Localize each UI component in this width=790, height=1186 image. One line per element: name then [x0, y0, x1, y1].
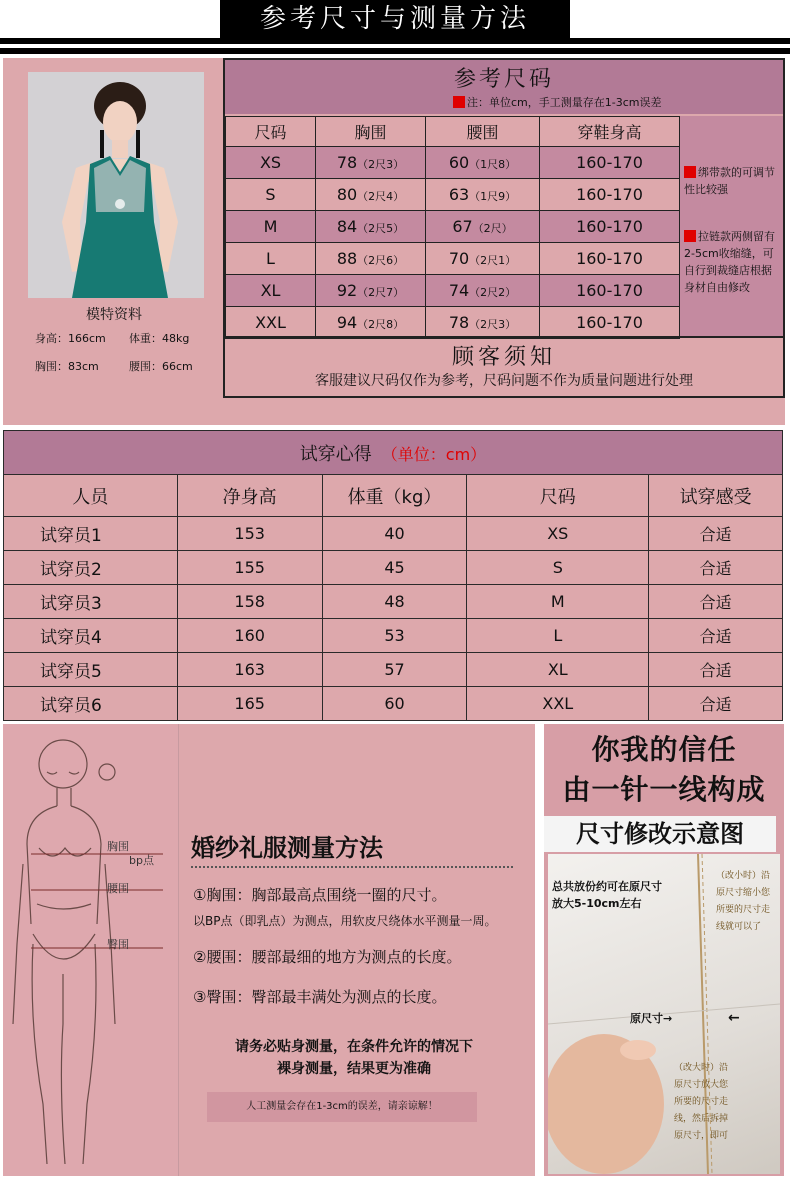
label-waist: 腰围: [107, 882, 129, 895]
label-hip: 臀围: [107, 938, 129, 951]
measure-error-note: 人工测量会存在1-3cm的误差，请亲谅解！: [207, 1092, 477, 1122]
size-cell: S: [226, 179, 316, 211]
bust-cell: 92（2尺7）: [316, 275, 426, 307]
original-size-marker: 原尺寸→: [630, 1012, 673, 1025]
column-header: 体重（kg）: [322, 475, 467, 517]
column-header: 尺码: [467, 475, 649, 517]
slogan-line-1: 你我的信任: [591, 733, 737, 766]
tester-height: 165: [177, 687, 322, 721]
height-cell: 160-170: [540, 275, 680, 307]
column-header: 人员: [4, 475, 178, 517]
waist-cell: 70（2尺1）: [426, 243, 540, 275]
measure-bust: ①胸围：胸部最高点围绕一圈的尺寸。: [193, 886, 447, 904]
table-row: [226, 243, 680, 275]
tester-weight: 48: [322, 585, 467, 619]
tester-name: 试穿员5: [4, 653, 178, 687]
height-cell: 160-170: [540, 211, 680, 243]
tester-height: 160: [177, 619, 322, 653]
tester-size: L: [467, 619, 649, 653]
column-header: 穿鞋身高: [540, 117, 680, 147]
measure-title: 婚纱礼服测量方法: [191, 834, 383, 862]
customer-notice: [225, 336, 783, 396]
table-row: [226, 211, 680, 243]
body-sketch-icon: [3, 724, 179, 1176]
page-header: [0, 0, 790, 58]
side-note-tie: 绑带款的可调节性比较强: [684, 166, 775, 196]
tester-height: 158: [177, 585, 322, 619]
tester-height: 155: [177, 551, 322, 585]
size-cell: M: [226, 211, 316, 243]
bust-cell: 78（2尺3）: [316, 147, 426, 179]
bust-cell: 84（2尺5）: [316, 211, 426, 243]
tester-height: 163: [177, 653, 322, 687]
trial-title: 试穿心得 （单位：cm）: [4, 431, 783, 475]
size-chart-table: [225, 116, 680, 339]
page-title: 参考尺寸与测量方法: [220, 0, 570, 38]
arrow-left-icon: ←: [728, 1010, 740, 1026]
waist-cell: 63（1尺9）: [426, 179, 540, 211]
table-header-row: [226, 117, 680, 147]
bust-cell: 80（2尺4）: [316, 179, 426, 211]
waist-cell: 67（2尺）: [426, 211, 540, 243]
waist-cell: 78（2尺3）: [426, 307, 540, 339]
tester-name: 试穿员6: [4, 687, 178, 721]
model-weight: 体重：48kg: [129, 332, 190, 345]
tester-feel: 合适: [649, 653, 783, 687]
customer-notice-title: 顾客须知: [451, 345, 556, 370]
slogan-line-2: 由一针一线构成: [562, 773, 766, 806]
height-cell: 160-170: [540, 243, 680, 275]
tester-weight: 53: [322, 619, 467, 653]
customer-notice-text: 客服建议尺码仅作为参考，尺码问题不作为质量问题进行处理: [315, 373, 693, 389]
tester-size: S: [467, 551, 649, 585]
trial-unit: （单位：cm）: [381, 444, 487, 464]
measurement-section: [3, 724, 535, 1176]
alteration-section: [544, 724, 784, 1176]
size-side-notes: [679, 116, 783, 336]
tester-feel: 合适: [649, 585, 783, 619]
height-cell: 160-170: [540, 147, 680, 179]
label-bp: bp点: [129, 854, 154, 867]
table-row: [226, 179, 680, 211]
waist-cell: 74（2尺2）: [426, 275, 540, 307]
side-note-zipper: 拉链款两侧留有2-5cm收缩缝，可自行到裁缝店根据身材自由修改: [684, 230, 775, 294]
tester-name: 试穿员1: [4, 517, 178, 551]
table-row: [4, 585, 783, 619]
tester-weight: 60: [322, 687, 467, 721]
tester-weight: 57: [322, 653, 467, 687]
measure-note-1: 请务必贴身测量，在条件允许的情况下: [235, 1039, 473, 1055]
table-row: [4, 619, 783, 653]
body-figure: [3, 724, 179, 1176]
model-label: 模特资料: [86, 307, 142, 323]
tester-weight: 45: [322, 551, 467, 585]
tester-feel: 合适: [649, 619, 783, 653]
table-row: [4, 653, 783, 687]
tester-name: 试穿员2: [4, 551, 178, 585]
trial-section: [3, 430, 783, 721]
column-header: 试穿感受: [649, 475, 783, 517]
label-bust: 胸围: [107, 840, 129, 853]
size-cell: XXL: [226, 307, 316, 339]
table-header-row: [4, 475, 783, 517]
red-square-icon: [684, 166, 696, 178]
size-chart-panel: [223, 58, 785, 398]
tester-size: M: [467, 585, 649, 619]
photo-note: 总共放份约可在原尺寸 放大5-10cm左右: [552, 880, 662, 910]
measure-waist: ②腰围：腰部最细的地方为测点的长度。: [193, 948, 462, 966]
size-reference-section: [3, 58, 785, 425]
red-square-icon: [684, 230, 696, 242]
size-cell: L: [226, 243, 316, 275]
column-header: 胸围: [316, 117, 426, 147]
column-header: 净身高: [177, 475, 322, 517]
trust-slogan: [544, 730, 784, 810]
column-header: 尺码: [226, 117, 316, 147]
table-row: [4, 517, 783, 551]
tester-size: XL: [467, 653, 649, 687]
table-row: [4, 687, 783, 721]
measure-hip: ③臀围：臀部最丰满处为测点的长度。: [193, 988, 447, 1006]
tester-name: 试穿员4: [4, 619, 178, 653]
measure-note-2: 裸身测量，结果更为准确: [277, 1061, 431, 1077]
tester-size: XXL: [467, 687, 649, 721]
shrink-instructions: （改小时）沿 原尺寸缩小您 所要的尺寸走 线就可以了: [716, 871, 771, 932]
table-row: [4, 551, 783, 585]
tester-height: 153: [177, 517, 322, 551]
size-cell: XL: [226, 275, 316, 307]
tester-feel: 合适: [649, 551, 783, 585]
tester-size: XS: [467, 517, 649, 551]
table-row: [226, 307, 680, 339]
size-chart-title: 参考尺码: [453, 67, 554, 92]
table-row: [226, 275, 680, 307]
model-photo: [28, 72, 204, 298]
size-chart-header: [225, 60, 783, 114]
tester-weight: 40: [322, 517, 467, 551]
tester-feel: 合适: [649, 517, 783, 551]
dotted-divider: [191, 866, 513, 868]
height-cell: 160-170: [540, 307, 680, 339]
alteration-title: 尺寸修改示意图: [544, 816, 776, 852]
bust-cell: 94（2尺8）: [316, 307, 426, 339]
height-cell: 160-170: [540, 179, 680, 211]
waist-cell: 60（1尺8）: [426, 147, 540, 179]
model-waist: 腰围：66cm: [129, 360, 193, 373]
size-chart-note: 注：单位cm，手工测量存在1-3cm误差: [453, 94, 662, 110]
column-header: 腰围: [426, 117, 540, 147]
enlarge-instructions: （改大时）沿 原尺寸放大您 所要的尺寸走 线，然后拆掉 原尺寸，即可: [674, 1063, 729, 1141]
model-bust: 胸围：83cm: [35, 360, 99, 373]
model-height: 身高：166cm: [35, 332, 106, 345]
size-cell: XS: [226, 147, 316, 179]
alteration-photo: [548, 854, 780, 1174]
trial-title-row: [4, 431, 783, 475]
trial-table: [3, 430, 783, 721]
header-rule: [0, 38, 790, 44]
tester-feel: 合适: [649, 687, 783, 721]
table-row: [226, 147, 680, 179]
tester-name: 试穿员3: [4, 585, 178, 619]
red-square-icon: [453, 96, 465, 108]
measure-bust-sub: 以BP点（即乳点）为测点，用软皮尺绕体水平测量一周。: [193, 914, 497, 928]
bust-cell: 88（2尺6）: [316, 243, 426, 275]
header-rule: [0, 48, 790, 54]
